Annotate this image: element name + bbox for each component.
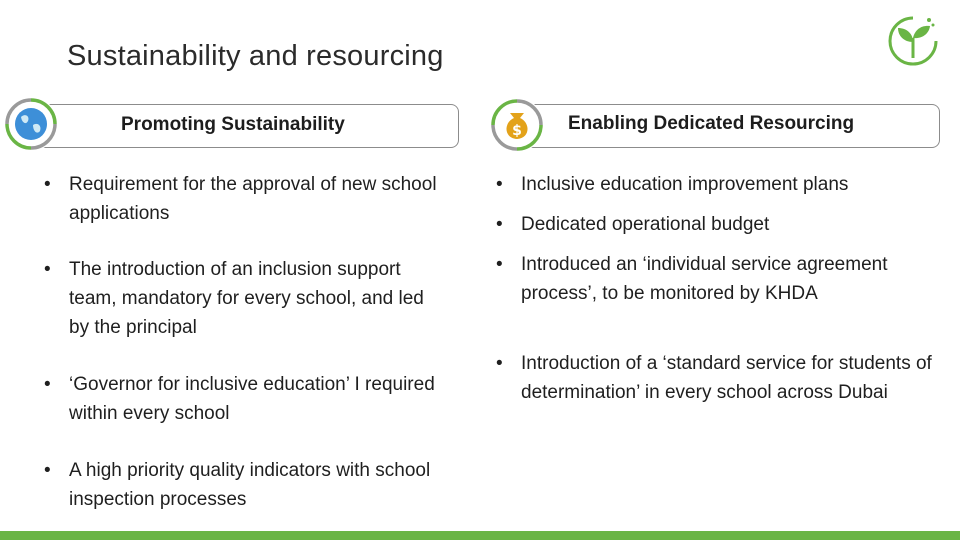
page-title: Sustainability and resourcing: [67, 40, 444, 72]
promoting-sustainability-header: [30, 104, 459, 148]
list-item: • The introduction of an inclusion support team, mandatory for every school, and led by the principal: [40, 255, 439, 342]
list-item: • ‘Governor for inclusive education’ I required within every school: [40, 370, 439, 428]
list-item: • Introduced an ‘individual service agreement process’, to be monitored by KHDA: [492, 250, 926, 308]
footer-accent-bar: [0, 531, 960, 540]
globe-recycle-icon: [2, 95, 60, 153]
svg-text:$: $: [512, 123, 522, 139]
sprout-logo-icon: [886, 14, 940, 68]
header-label: Promoting Sustainability: [121, 114, 345, 135]
money-bag-recycle-icon: [488, 96, 546, 154]
list-item: • Requirement for the approval of new school applications: [40, 170, 469, 228]
header-label: Enabling Dedicated Resourcing: [568, 113, 855, 134]
list-item: • Inclusive education improvement plans: [492, 170, 951, 199]
list-item: • Introduction of a ‘standard service for students of determination’ in every school across Dubai: [492, 349, 946, 407]
list-item: • A high priority quality indicators with school inspection processes: [40, 456, 469, 514]
enabling-resourcing-header: [512, 104, 940, 148]
list-item: • Dedicated operational budget: [492, 210, 951, 239]
